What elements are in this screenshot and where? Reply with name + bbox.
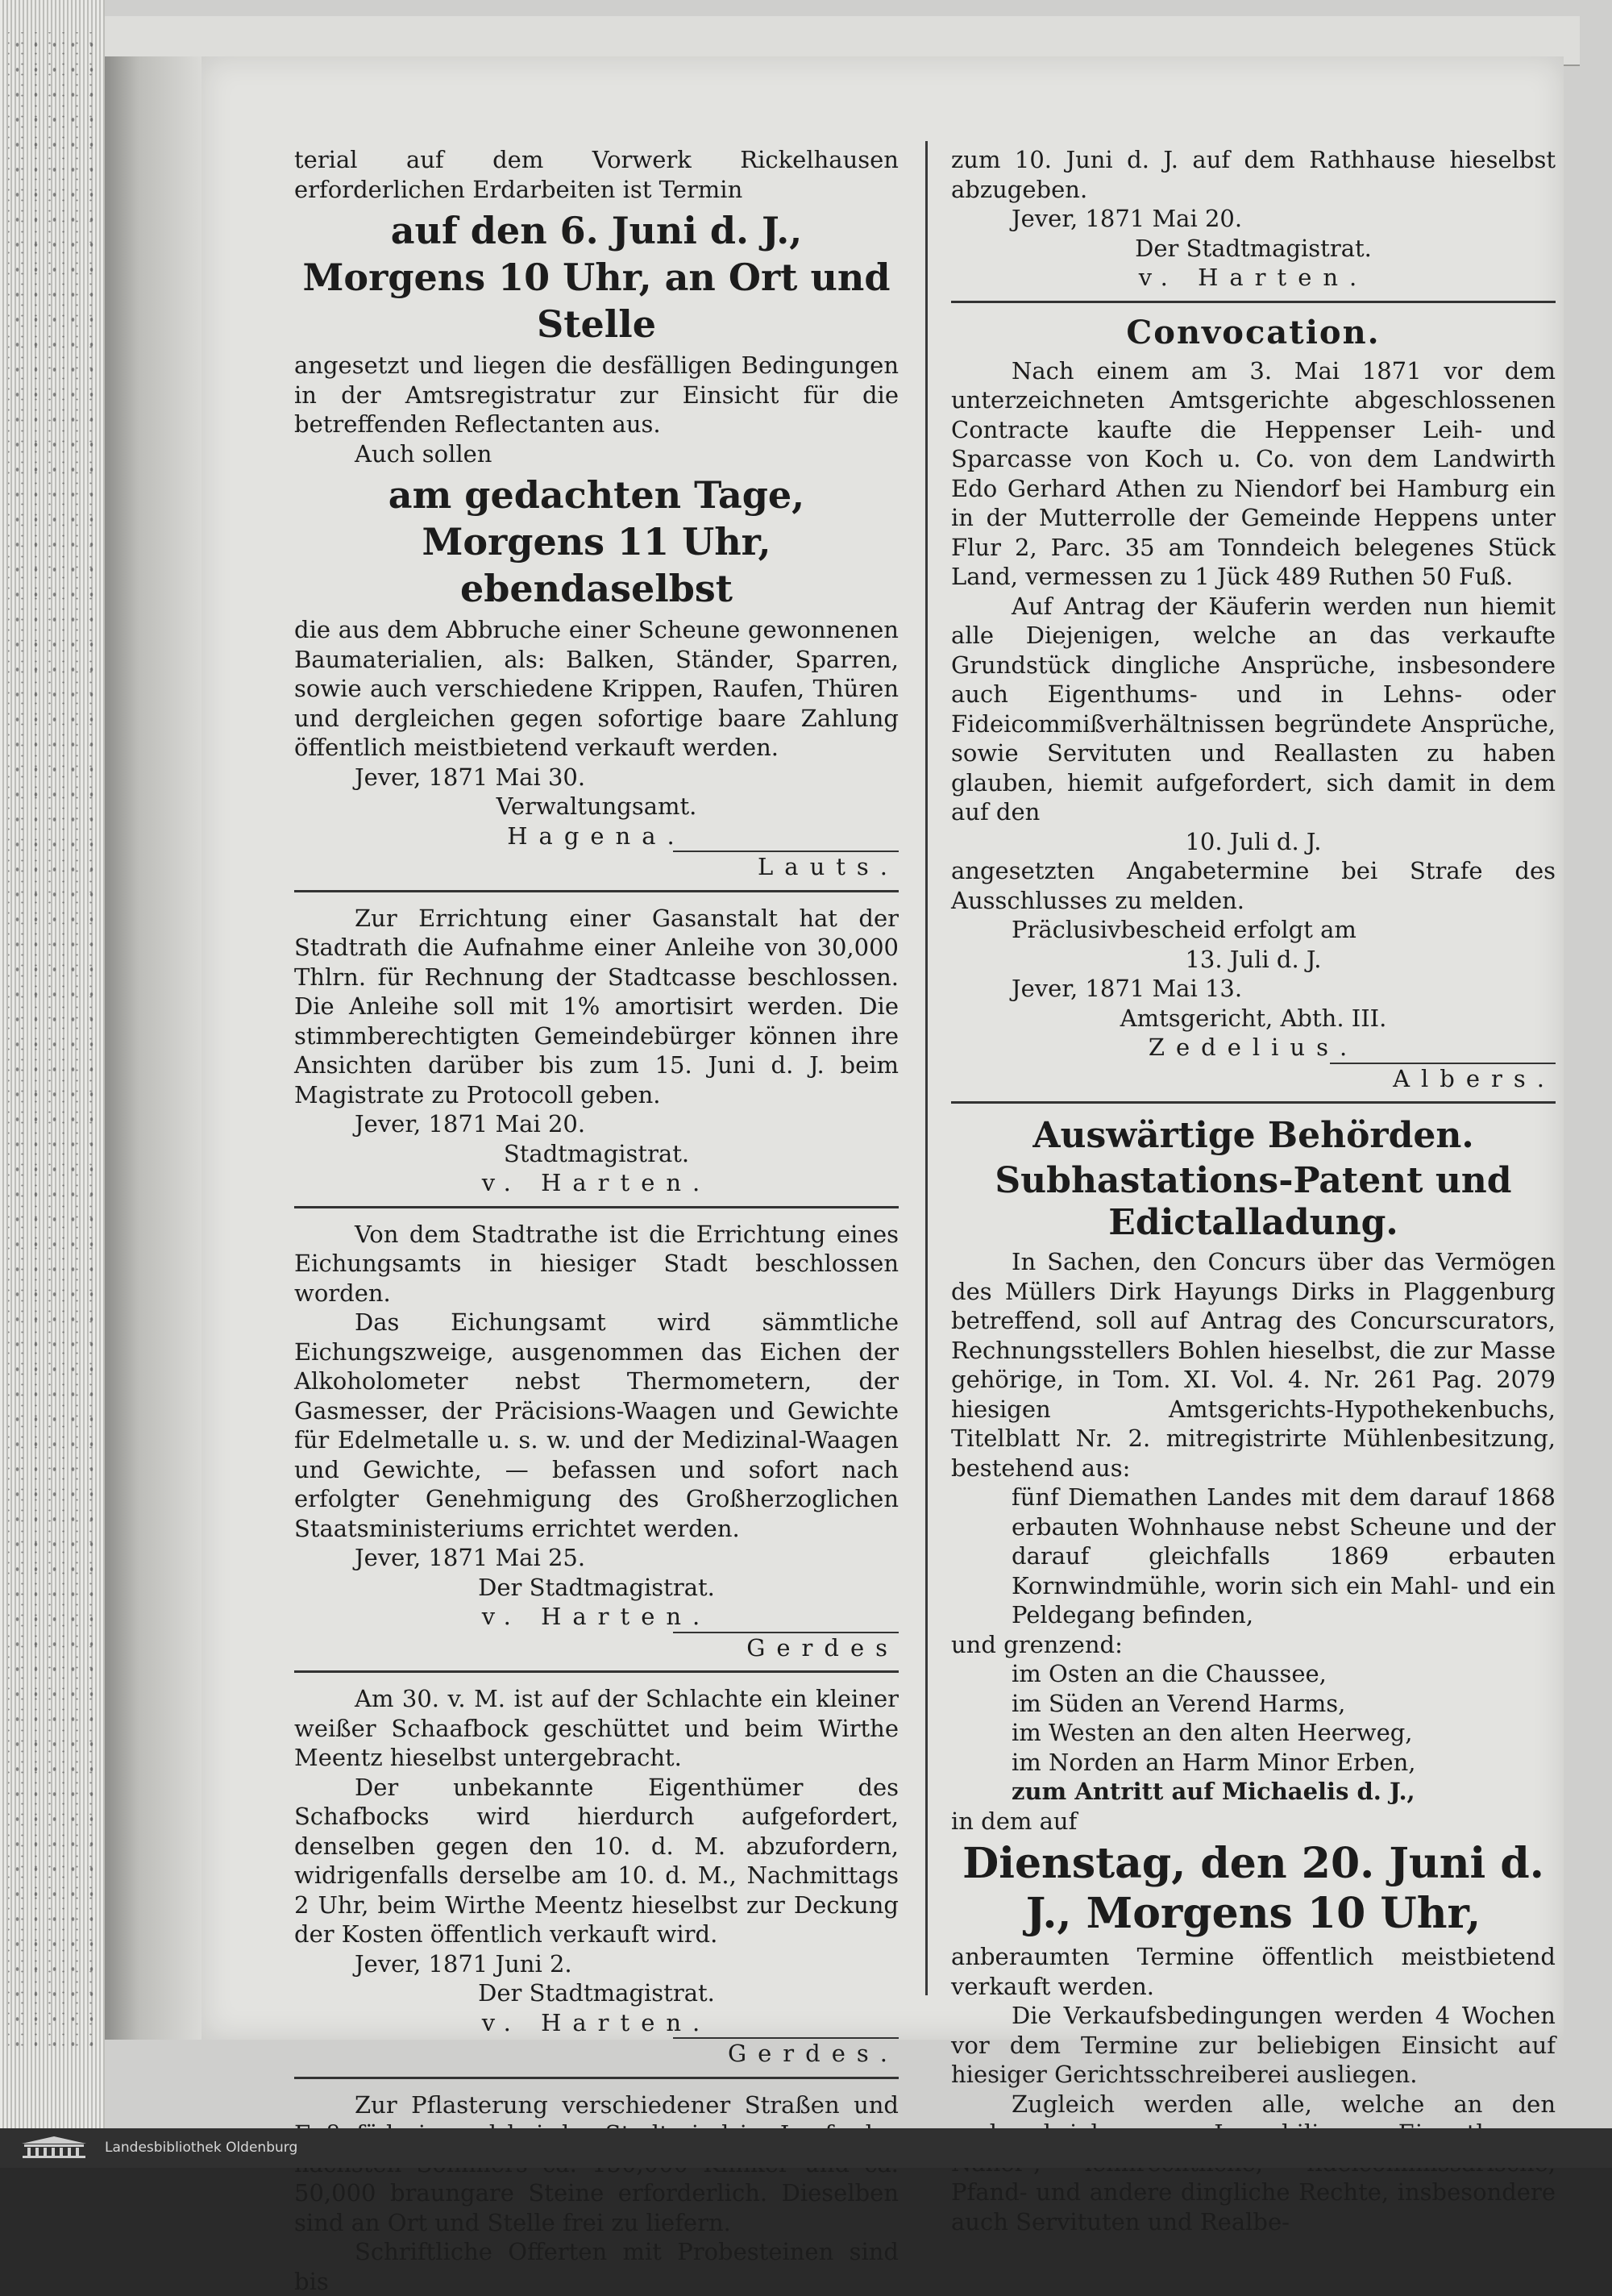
notice-authority: Verwaltungsamt. — [496, 792, 697, 820]
right-column — [951, 145, 1556, 2236]
notice-text: Zur Errichtung einer Gasanstalt hat der Stadtrath die Aufnahme einer Anleihe von 30,000 Thlrn. für Rechnung der Stadtcasse beschlossen. Die Anleihe soll mit 1% amortisirt werden. Die stimmberechtigten Gemeindebürger können ihre Ansichten darüber bis zum 15. Juni d. J. beim Magistrate zu Protocoll geben. — [294, 904, 899, 1108]
section-rule — [294, 1206, 899, 1208]
notice-heading: Dienstag, den 20. Juni d. J., Morgens 10 Uhr, — [962, 1839, 1544, 1938]
notice-date: Jever, 1871 Mai 20. — [355, 1110, 586, 1138]
notice-text: terial auf dem Vorwerk Rickelhausen erforderlichen Erdarbeiten ist Termin — [294, 146, 899, 203]
spine-shadow — [105, 56, 202, 2040]
notice-signature: Gerdes — [746, 1633, 899, 1662]
notice-text: in dem auf — [951, 1807, 1078, 1835]
notice-text: Die Verkaufsbedingungen werden 4 Wochen vor dem Termine zur beliebigen Einsicht auf hiesiger Gerichtsschreiberei ausliegen. — [951, 2002, 1556, 2088]
notice-authority: Der Stadtmagistrat. — [478, 1979, 715, 2007]
notice-signature: Lauts. — [758, 853, 899, 880]
notice-date: Jever, 1871 Mai 13. — [1012, 975, 1243, 1002]
notice-authority: Amtsgericht, Abth. III. — [1120, 1004, 1387, 1032]
library-name: Landesbibliothek Oldenburg — [105, 2140, 298, 2156]
column-divider — [925, 141, 928, 1995]
section-rule — [294, 890, 899, 892]
notice-text: Schriftliche Offerten mit Probesteinen sind bis — [294, 2238, 899, 2295]
library-footer — [0, 2128, 1612, 2168]
boundary-item: im Westen an den alten Heerweg, — [1012, 1719, 1413, 1746]
notice-text: Zur Pflasterung verschiedener Straßen und 50,000 braungare Steine erforderlich. Dieselben sind an Ort und Stelle frei zu liefern. — [294, 2090, 899, 2236]
section-rule — [951, 301, 1556, 303]
notice-text: Das Eichungsamt wird sämmtliche Eichungszweige, ausgenommen das Eichen der Alkoholometer nebst Thermometern, der Gasmesser, der Präcisions-Waagen und Gewichte für Edelmetalle u. s. w. und der Medizinal-Waagen und Gewichte, — befassen und sofort nach erfolgter Genehmigung des Großherzoglichen Staatsministeriums errichtet werden. — [294, 1308, 899, 1542]
notice-text: Von dem Stadtrathe ist die Errichtung eines Eichungsamts in hiesiger Stadt beschlossen worden. — [294, 1220, 899, 1307]
notice-text: Präclusivbescheid erfolgt am — [1012, 916, 1356, 943]
notice-signature: v. Harten. — [481, 2008, 712, 2036]
notice-date-line: 10. Juli d. J. — [1185, 827, 1322, 855]
section-heading: Subhastations-Patent und Edictalladung. — [995, 1160, 1512, 1243]
notice-signature: v. Harten. — [1138, 264, 1369, 291]
notice-text: In Sachen, den Concurs über das Vermögen des Müllers Dirk Hayungs Dirks in Plaggenburg betreffend, soll auf Antrag des Concurscurators, Rechnungsstellers Bohlen hieselbst, die zur Masse gehörige, in Tom. XI. Vol. 4. Nr. 261 Pag. 2079 hiesigen Amtsgerichts-Hypothekenbuchs, Titelblatt Nr. 2. mitregistrirte Mühlenbesitzung, bestehend aus: — [951, 1248, 1556, 1482]
notice-text: Auch sollen — [355, 439, 492, 468]
speckled-edge — [8, 32, 97, 2048]
notice-text: anberaumten Termine öffentlich meistbietend verkauft werden. — [951, 1943, 1556, 2000]
notice-date: Jever, 1871 Juni 2. — [355, 1949, 572, 1978]
notice-date-line: 13. Juli d. J. — [1185, 945, 1322, 973]
notice-text: Nach einem am 3. Mai 1871 vor dem unterzeichneten Amtsgerichte abgeschlossenen Contracte kaufte die Heppenser Leih- und Sparcasse von Koch u. Co. von dem Landwirth Edo Gerhard Athen zu Niendorf bei Hamburg ein in der Mutterrolle der Gemeinde Heppens unter Flur 2, Parc. 35 am Tonndeich belegenes Stück Land, vermessen zu 1 Jück 489 Ruthen 50 Fuß. — [951, 356, 1556, 590]
section-rule — [951, 1101, 1556, 1104]
notice-text: Der unbekannte Eigenthümer des Schafbocks wird hierdurch aufgefordert, denselben gegen den 10. d. M. abzufordern, widrigenfalls derselbe am 10. d. M., Nachmittags 2 Uhr, beim Wirthe Meentz hieselbst zur Deckung der Kosten öffentlich verkauft wird. — [294, 1773, 899, 1948]
notice-authority: Der Stadtmagistrat. — [478, 1573, 715, 1601]
notice-signature: Hagena. — [507, 821, 686, 850]
notice-text: angesetzten Angabetermine bei Strafe des Ausschlusses zu melden. — [951, 857, 1556, 914]
notice-date: Jever, 1871 Mai 20. — [1012, 205, 1243, 232]
library-building-icon — [18, 2135, 90, 2159]
notice-text: Zugleich werden alle, welche an den Pfand- und andere dingliche Rechte, insbesondere auch Servituten und Realbe- — [951, 2090, 1556, 2236]
notice-text: angesetzt und liegen die desfälligen Bedingungen in der Amtsregistratur zur Einsicht für die betreffenden Reflectanten aus. — [294, 351, 899, 438]
boundary-item: zum Antritt auf Michaelis d. J., — [1012, 1778, 1415, 1805]
notice-date: Jever, 1871 Mai 25. — [355, 1544, 586, 1571]
notice-text: die aus dem Abbruche einer Scheune gewonnenen Baumaterialien, als: Balken, Ständer, Sparren, sowie auch verschiedene Krippen, Raufen, Thüren und dergleichen gegen sofortige baare Zahlung öffentlich meistbietend verkauft werden. — [294, 616, 899, 761]
notice-signature: Zedelius. — [1148, 1034, 1359, 1061]
notice-text: Am 30. v. M. ist auf der Schlachte ein kleiner weißer Schaafbock geschüttet und beim Wirthe Meentz hieselbst untergebracht. — [294, 1685, 899, 1771]
notice-signature: v. Harten. — [481, 1169, 712, 1196]
notice-heading: am gedachten Tage, Morgens 11 Uhr, ebendaselbst — [388, 473, 805, 610]
notice-authority: Stadtmagistrat. — [503, 1139, 690, 1167]
notice-text: und grenzend: — [951, 1630, 1123, 1658]
boundary-item: im Süden an Verend Harms, — [1012, 1689, 1346, 1717]
notice-signature: Gerdes. — [727, 2040, 899, 2067]
left-column — [294, 145, 899, 2296]
boundary-item: im Norden an Harm Minor Erben, — [1012, 1748, 1416, 1776]
notice-text: zum 10. Juni d. J. auf dem Rathhause hieselbst abzugeben. — [951, 146, 1556, 203]
section-heading: Auswärtige Behörden. — [1032, 1115, 1474, 1156]
section-rule — [294, 2077, 899, 2079]
notice-date: Jever, 1871 Mai 30. — [355, 763, 586, 791]
notice-authority: Der Stadtmagistrat. — [1135, 234, 1372, 262]
notice-signature: v. Harten. — [481, 1603, 712, 1630]
notice-text: Auf Antrag der Käuferin werden nun hiemit alle Diejenigen, welche an das verkaufte Grundstück dingliche Ansprüche, insbesondere auch Eigenthums- und in Lehns- oder Fideicommißverhältnissen begründete Ansprüche, sowie Servituten und Reallasten zu haben glauben, hiemit aufgefordert, sich damit in dem auf den — [951, 592, 1556, 826]
boundary-item: im Osten an die Chaussee, — [1012, 1660, 1327, 1687]
section-heading: Convocation. — [1126, 313, 1381, 351]
notice-text: fünf Diemathen Landes mit dem darauf 1868 erbauten Wohnhause nebst Scheune und der darauf gleichfalls 1869 erbauten Kornwindmühle, worin sich ein Mahl- und ein Peldegang befinden, — [1012, 1483, 1556, 1628]
section-rule — [294, 1670, 899, 1673]
notice-heading: auf den 6. Juni d. J., Morgens 10 Uhr, an Ort und Stelle — [302, 209, 891, 346]
notice-signature: Albers. — [1393, 1064, 1556, 1092]
newspaper-page — [202, 56, 1564, 2295]
